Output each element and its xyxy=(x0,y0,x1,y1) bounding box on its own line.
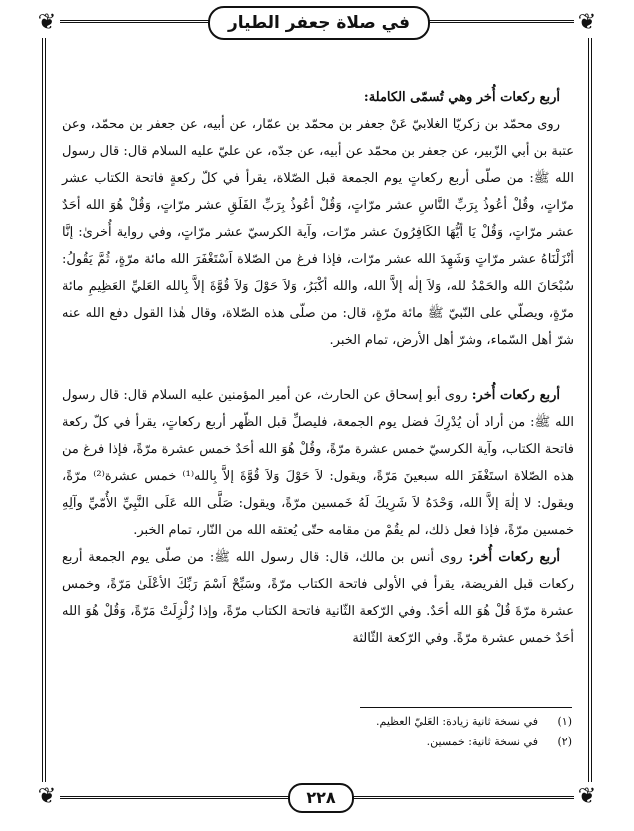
footnote-separator xyxy=(360,707,572,708)
paragraph-1: روى محمّد بن زكريّا الغلابيّ عَنْ جعفر بن محمّد بن عمّار، عن أبيه، عن جعفر بن محمّد، وعن عتبة بن أبي الزّبير، عن جعفر بن محمّد عن أبيه، عن جدّه، عن عليّ عليه السلام قال: قال رسول الله ﷺ: من صلّى أربع ركعاتٍ يوم الجمعة قبل الصّلاة، يقرأ في كلّ ركعةٍ فاتحة الكتاب عشر مرّاتٍ، وقُلْ أعُوذُ بِرَبِّ النَّاسِ عشر مرّاتٍ، وَقُلْ أعُوذُ بِرَبِّ الفَلَقِ عشر مرّاتٍ، وَقُلْ هُوَ الله أحَدٌ عشر مرّاتٍ، وَقُلْ يَا أيُّهَا الكَافِرُونَ عشر مرّات، وآية الكرسيّ عشر مرّاتٍ، وفي رواية أُخرىٰ: إنَّا أنْزَلْنَاهُ عشر مرّاتٍ وَشَهِدَ الله عشر مرّات، فإذا فرغ من الصّلاة اَسْتَغْفَرَ الله مائة مرّةٍ، ثُمَّ يَقُولُ: سُبْحَانَ الله والحَمْدُ لله، وَلاَ إلٰه إلاَّ الله، والله أكْبَرُ، وَلاَ حَوْلَ وَلاَ قُوَّةَ إلاَّ بِالله العَليِّ العَظِيمِ مائة مرّةٍ، ويصلّي على النّبيّ ﷺ مائة مرّةٍ، قال: من صلّى هذه الصّلاة، وقال هٰذا القول دفع الله عنه شرّ أهل السّماء، وشرّ أهل الأرض، تمام الخبر. xyxy=(62,117,574,348)
corner-ornament-icon: ❦ xyxy=(574,782,600,812)
corner-ornament-icon: ❦ xyxy=(34,782,60,812)
paragraph-spacer xyxy=(62,354,574,382)
footnote-number: (١) xyxy=(557,715,572,728)
page-body xyxy=(62,84,574,652)
running-header-title: في صلاة جعفر الطيار xyxy=(208,6,430,40)
footnote-number: (٢) xyxy=(557,735,572,748)
paragraph-2 xyxy=(62,382,574,544)
section-heading: أربع ركعات أُخر وهي تُسمّى الكاملة: xyxy=(363,90,560,105)
paragraph-3-heading: أربع ركعات أُخر: xyxy=(468,550,560,565)
paragraph-2-heading: أربع ركعات أُخر: xyxy=(471,388,560,403)
page-number: ٢٢٨ xyxy=(288,783,354,813)
footnote-text: في نسخة ثانية: خمسين. xyxy=(426,735,538,748)
footnote-text: في نسخة ثانية زيادة: العَليّ العظيم. xyxy=(376,715,538,728)
corner-ornament-icon: ❦ xyxy=(34,8,60,38)
paragraph-3 xyxy=(62,544,574,652)
paragraph-2-text: روى أبو إسحاق عن الحارث، عن أمير المؤمنين عليه السلام قال: قال رسول الله ﷺ: من أراد أن يُدْرِكَ فضل يوم الجمعة، فليصلِّ قبل الظّهر أربع ركعاتٍ، يقرأ في كلّ ركعة فاتحة الكتاب، وآية الكرسيّ خمس عشرة مرّةً، وقُلْ هُوَ الله أحَدٌ خمس عشرة مرّةً، فإذا فرغ من هذه الصّلاة استَغْفَرَ الله سبعينَ مَرّةً، ويقول: لاَ حَوْلَ وَلاَ قُوَّةَ إلاَّ بِالله⁽¹⁾ خمس عشرة⁽²⁾ مرّةً، ويقول: لا إلٰهَ إلاَّ الله، وَحْدَهُ لاَ شَرِيكَ لَهُ خَمسين مرّةً، ويقول: صَلَّى الله عَلَى النَّبِيِّ الأُمّيِّ وآلِهِ خمسين مرّةً، فإذا فعل ذلك، لم يقُمْ من مقامه حتّى يُعتقه الله من النّار، تمام الخبر. xyxy=(62,388,574,538)
paragraph-3-text: روى أنس بن مالك، قال: قال رسول الله ﷺ: من صلّى يوم الجمعة أربع ركعات قبل الفريضة، يقرأ في الأولى فاتحة الكتاب مرّةً، وسَبِّحْ اَسْمَ رَبِّكَ الأعْلَىٰ مَرّةً، وخمس عشرة مرّةَ قُلْ هُوَ الله أحَدٌ. وفي الرّكعة الثّانية فاتحة الكتاب مرّةً، وإذا زُلْزِلَتْ مَرّةً، وَقُلْ هُوَ الله أحَدٌ خمس عشرة مرّةً. وفي الرّكعة الثّالثة xyxy=(62,550,574,646)
footnote-1 xyxy=(300,712,572,732)
corner-ornament-icon: ❦ xyxy=(574,8,600,38)
footnotes xyxy=(300,712,572,752)
footnote-2 xyxy=(300,732,572,752)
